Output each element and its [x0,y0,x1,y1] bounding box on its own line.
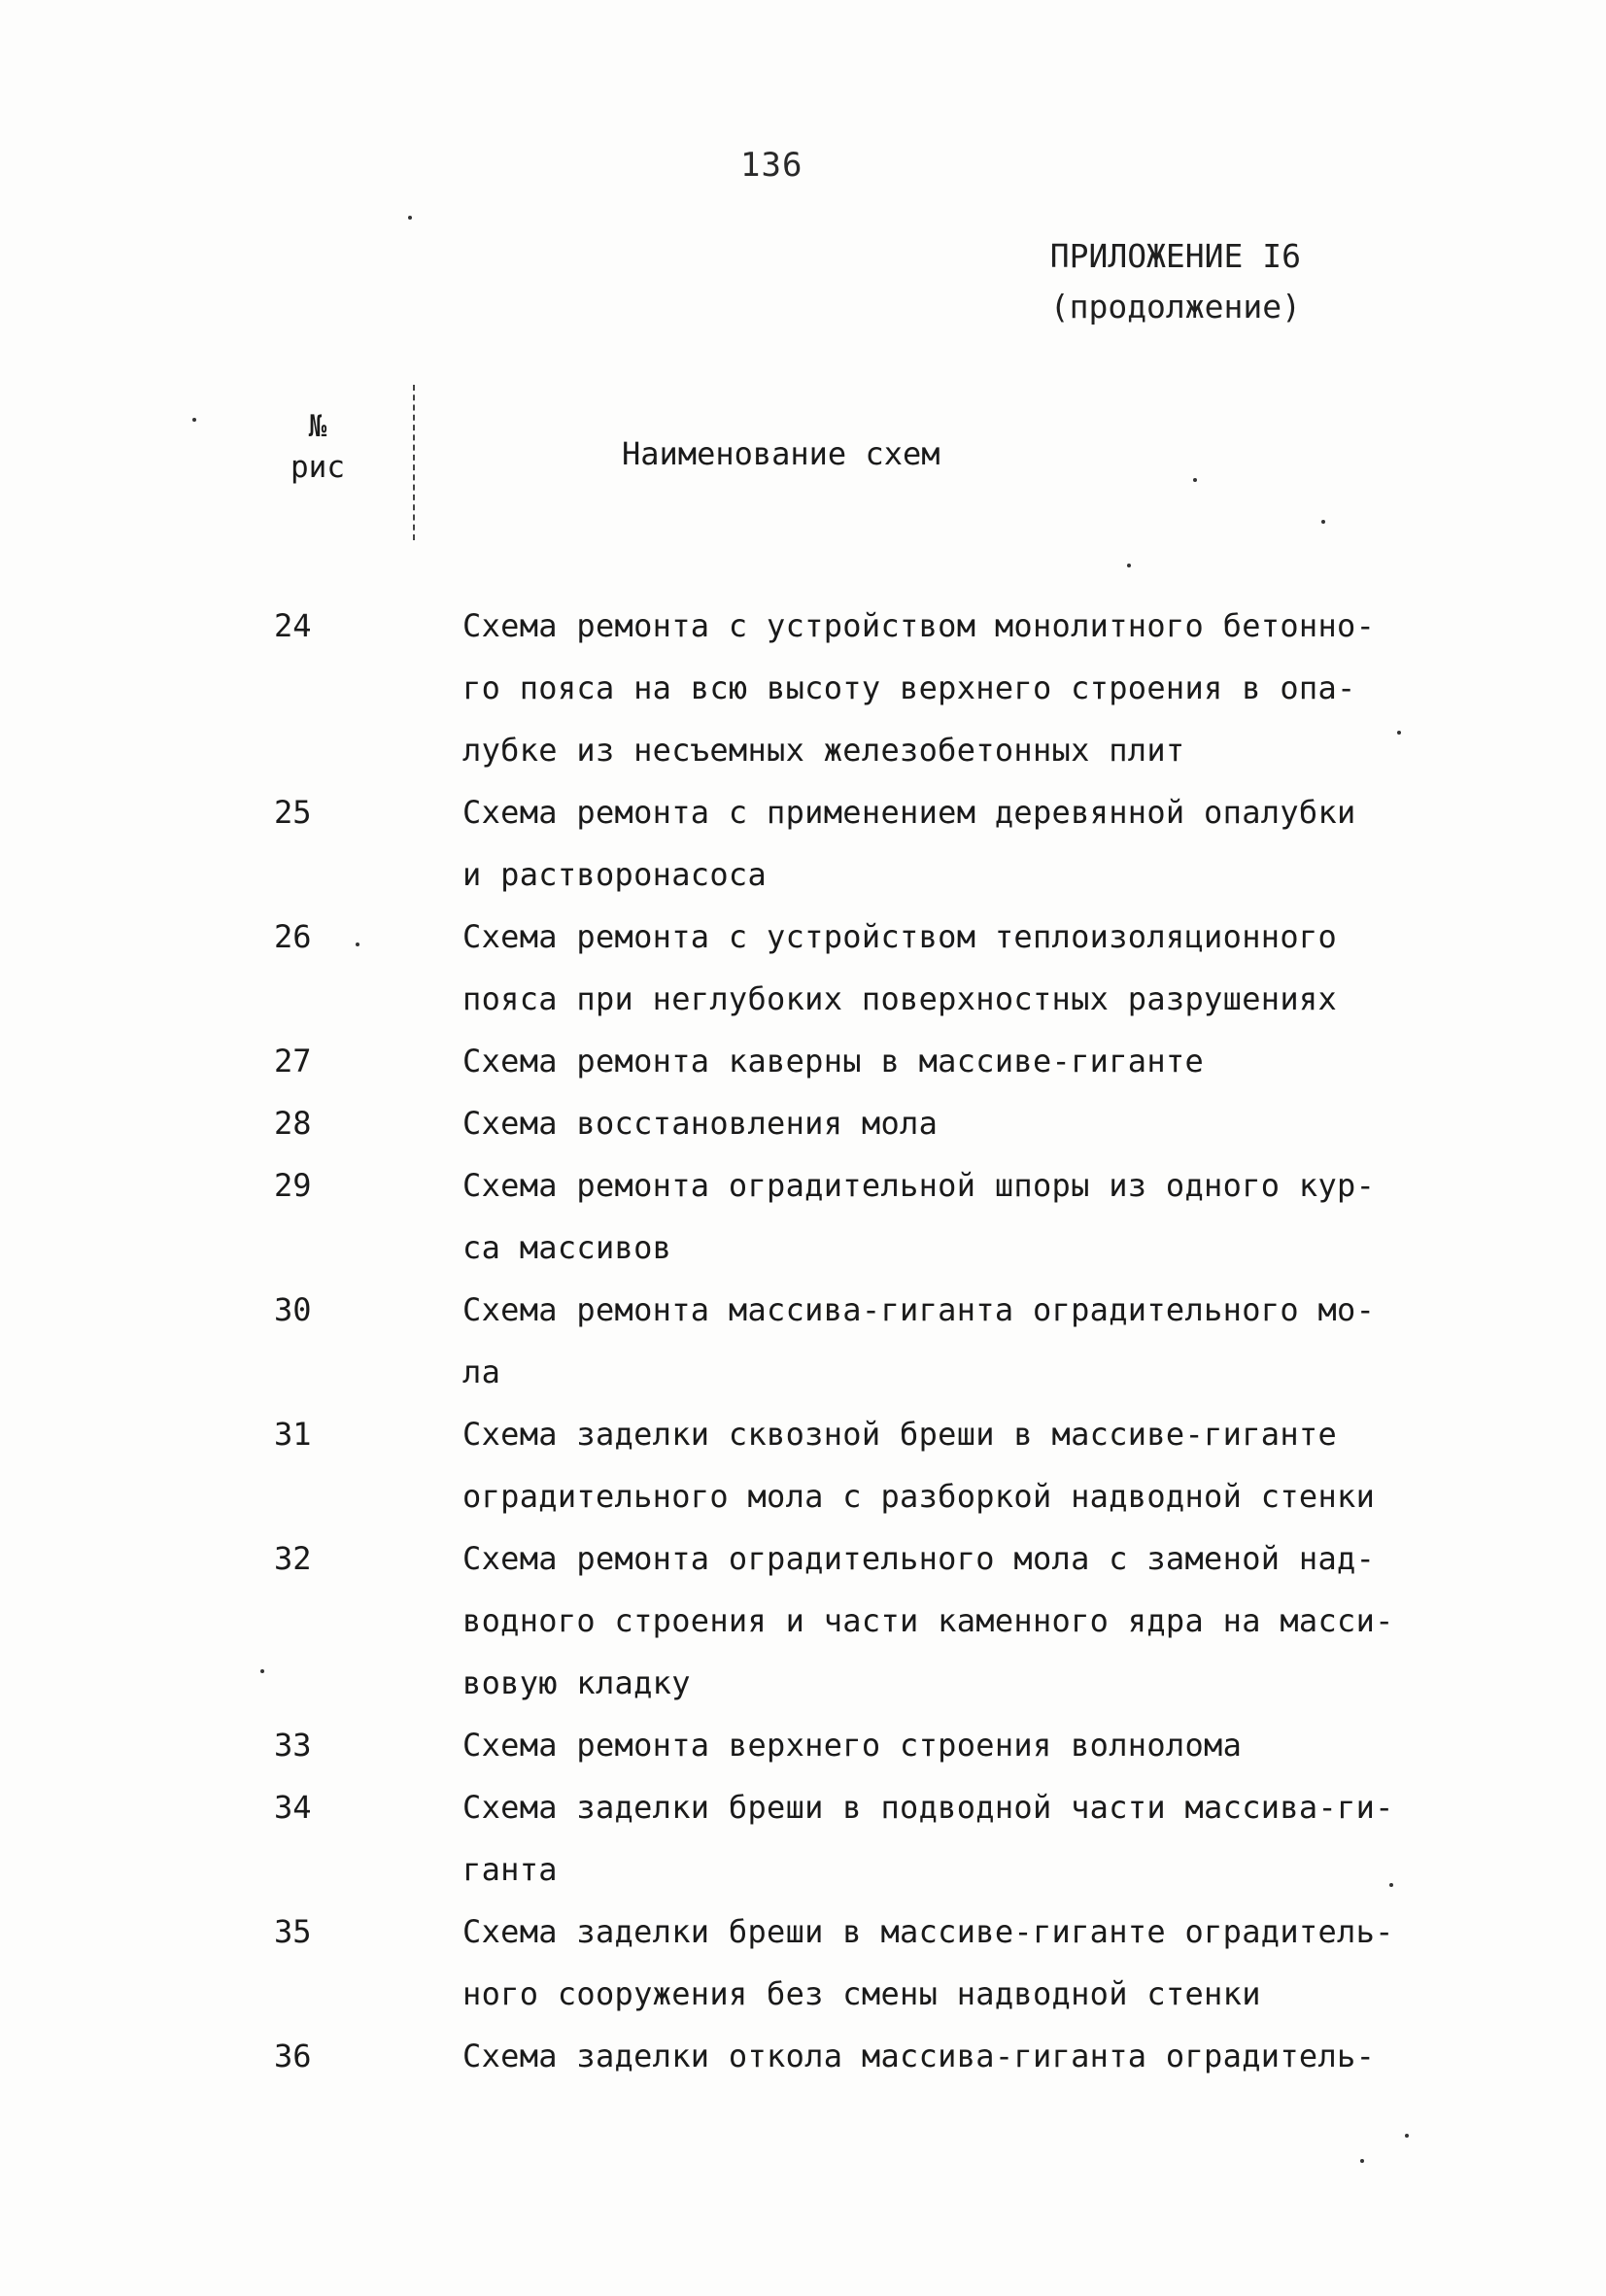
scan-speck [192,418,196,422]
scheme-name-line: Схема ремонта каверны в массиве-гиганте [462,1043,1205,1079]
scheme-name-line: Схема восстановления мола [462,1105,939,1142]
list-item [262,1776,1394,1901]
scheme-name [462,1092,1389,1154]
scheme-name-line: ганта [462,1851,558,1888]
scheme-name-line: ла [462,1354,501,1390]
scheme-name-line: са массивов [462,1229,672,1266]
scheme-name-line: лубке из несъемных железобетонных плит [462,732,1185,769]
figure-number: 36 [274,2038,312,2074]
scheme-name [462,1714,1389,1776]
scheme-name-line: водного строения и части каменного ядра на масси- [462,1602,1394,1639]
scheme-name-line: го пояса на всю высоту верхнего строения в опа- [462,669,1356,706]
table-header [262,406,1331,571]
scheme-name-header: Наименование схем [622,435,940,472]
scan-speck [260,1669,264,1673]
figure-number: 27 [274,1043,312,1079]
scheme-name-line: Схема ремонта с применением деревянной опалубки [462,794,1356,831]
scan-speck [1360,2159,1364,2163]
figure-number: 29 [274,1167,312,1204]
scheme-name [462,595,1389,781]
figure-number: 31 [274,1416,312,1453]
figure-number: 34 [274,1789,312,1826]
scan-speck [1321,520,1325,524]
scheme-name [462,1776,1394,1901]
figure-number-header-symbol: № [308,409,327,444]
scheme-name-line: Схема ремонта оградительного мола с заменой над- [462,1540,1376,1577]
scheme-name-line: Схема заделки сквозной бреши в массиве-гиганте [462,1416,1338,1453]
scan-speck [1193,478,1197,482]
scheme-name [462,1279,1389,1403]
column-divider [413,385,417,540]
scan-speck [356,942,359,946]
appendix-heading [1050,231,1301,332]
scheme-name-line: Схема ремонта верхнего строения волнолома [462,1727,1243,1764]
scheme-name-line: Схема ремонта с устройством монолитного бетонно- [462,607,1376,644]
scan-speck [408,216,412,220]
list-item [262,1403,1389,1527]
appendix-title: ПРИЛОЖЕНИЕ I6 [1049,237,1301,275]
scan-speck [1127,564,1131,567]
appendix-subtitle: (продолжение) [1049,288,1301,326]
scheme-name [462,906,1389,1030]
scan-speck [1389,1883,1393,1887]
list-item [262,1527,1394,1714]
scheme-name-line: Схема ремонта с устройством теплоизоляционного [462,918,1338,955]
list-item [262,1279,1389,1403]
figure-number: 26 [274,918,312,955]
figure-number: 28 [274,1105,312,1142]
list-item [262,1901,1394,2025]
list-item [262,595,1389,781]
scheme-name [462,1030,1389,1092]
list-item [262,1154,1389,1279]
scan-speck [1405,2134,1409,2138]
scheme-name-line: и растворонасоса [462,856,768,893]
scheme-name-line: ного сооружения без смены надводной стенки [462,1975,1261,2012]
list-item [262,1092,1389,1154]
figure-number: 30 [274,1291,312,1328]
figure-number: 33 [274,1727,312,1764]
figure-number: 32 [274,1540,312,1577]
scheme-name-line: вовую кладку [462,1664,691,1701]
list-item [262,906,1389,1030]
scheme-name-line: оградительного мола с разборкой надводной стенки [462,1478,1376,1515]
page-number: 136 [740,146,803,185]
scheme-name-line: Схема ремонта массива-гиганта оградительного мо- [462,1291,1376,1328]
scheme-name-line: пояса при неглубоких поверхностных разрушениях [462,980,1338,1017]
figure-number: 24 [274,607,312,644]
figure-number-header-label: рис [290,450,345,485]
scheme-name [462,2025,1389,2087]
scheme-name [462,1901,1394,2025]
list-item [262,2025,1389,2087]
scheme-name [462,1154,1389,1279]
list-item [262,1714,1389,1776]
figure-number-header [274,406,361,488]
scheme-name [462,1527,1394,1714]
scheme-name-line: Схема заделки бреши в подводной части массива-ги- [462,1789,1394,1826]
scheme-name-line: Схема заделки откола массива-гиганта оградитель- [462,2038,1376,2074]
figure-number: 25 [274,794,312,831]
scheme-list [262,595,1394,2087]
scheme-name [462,781,1389,906]
figure-number: 35 [274,1913,312,1950]
scheme-name [462,1403,1389,1527]
scheme-name-line: Схема заделки бреши в массиве-гиганте оградитель- [462,1913,1394,1950]
scheme-name-line: Схема ремонта оградительной шпоры из одного кур- [462,1167,1376,1204]
list-item [262,1030,1389,1092]
scan-speck [1397,731,1401,735]
list-item [262,781,1389,906]
